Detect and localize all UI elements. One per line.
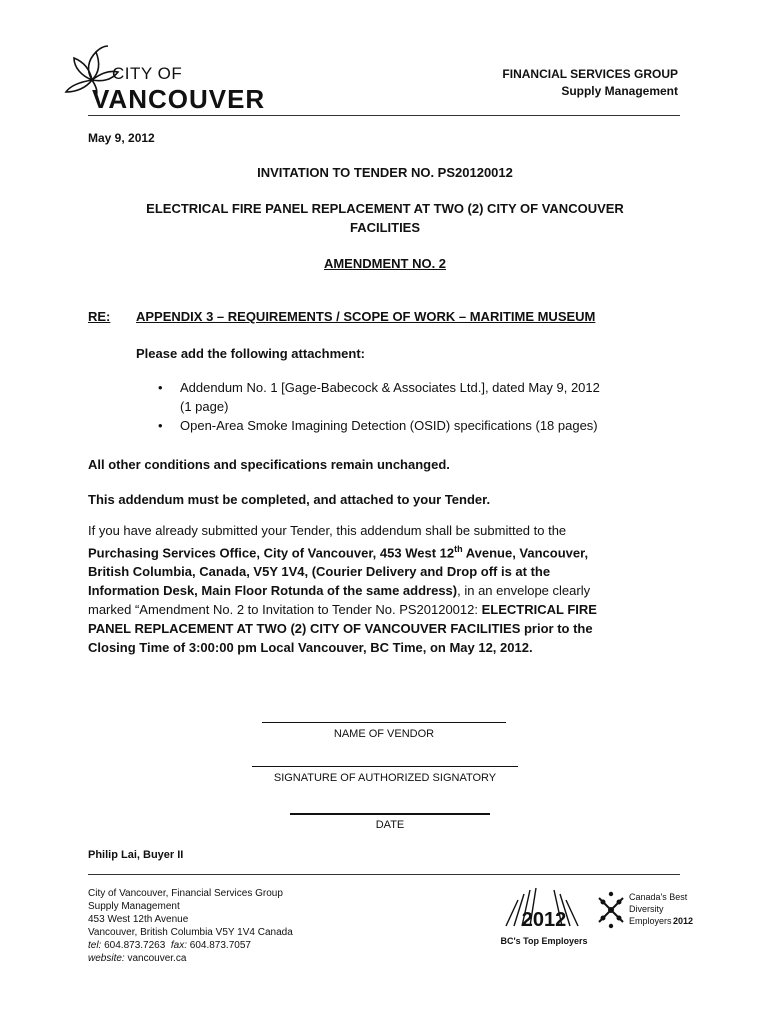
vendor-name-line[interactable] <box>262 722 506 723</box>
award-cdn-line3: Employers <box>629 916 672 926</box>
submission-line: British Columbia, Canada, V5Y 1V4, (Courier Delivery and Drop off is at the <box>88 564 551 580</box>
bullet-text: Addendum No. 1 [Gage-Babecock & Associates Ltd.], dated May 9, 2012 <box>180 380 600 395</box>
tender-title: INVITATION TO TENDER NO. PS20120012 <box>257 165 513 180</box>
footer-line: 453 West 12th Avenue <box>88 914 189 925</box>
list-item <box>158 416 678 435</box>
bullet-list <box>158 378 678 435</box>
submission-text: ELECTRICAL FIRE <box>481 602 597 618</box>
canadas-best-diversity-badge <box>595 880 705 956</box>
award-bc-top: BC's Top Employers <box>500 936 588 946</box>
bullet-text: Open-Area Smoke Imagining Detection (OSID) specifications (18 pages) <box>180 418 598 433</box>
department-block <box>502 66 678 100</box>
submission-paragraph <box>88 521 688 657</box>
department-line2: Supply Management <box>561 84 678 98</box>
project-title: ELECTRICAL FIRE PANEL REPLACEMENT AT TWO (2) CITY OF VANCOUVER FACILITIES <box>146 201 624 235</box>
bullet-icon: • <box>158 418 163 433</box>
submission-line: PANEL REPLACEMENT AT TWO (2) CITY OF VANCOUVER FACILITIES prior to the <box>88 621 593 637</box>
submission-text: marked “Amendment No. 2 to Invitation to Tender No. PS20120012: <box>88 602 482 618</box>
re-subject: APPENDIX 3 – REQUIREMENTS / SCOPE OF WORK – MARITIME MUSEUM <box>136 309 596 324</box>
award-cdn-line2: Diversity <box>629 904 664 914</box>
submission-line <box>88 581 688 600</box>
bc-top-employers-badge <box>498 882 590 954</box>
bullet-text-cont: (1 page) <box>180 399 229 414</box>
footer-address <box>88 887 293 965</box>
buyer-name: Philip Lai, Buyer II <box>88 849 184 861</box>
amendment-number: AMENDMENT NO. 2 <box>323 256 447 271</box>
submission-line: Closing Time of 3:00:00 pm Local Vancouver, BC Time, on May 12, 2012. <box>88 640 533 656</box>
award-cdn-line1: Canada's Best <box>629 892 688 902</box>
submission-line <box>88 600 688 619</box>
fax-label: fax: <box>170 940 187 951</box>
date-label: DATE <box>375 819 405 831</box>
attachment-intro: Please add the following attachment: <box>136 346 365 361</box>
submission-text: Purchasing Services Office, City of Vancouver, 453 West 12 <box>88 545 455 561</box>
web-link[interactable]: vancouver.ca <box>127 953 187 964</box>
award-year: 2012 <box>521 909 567 931</box>
re-label: RE: <box>88 309 111 324</box>
submission-line <box>88 540 688 562</box>
submission-sup: th <box>454 544 463 554</box>
signatory-line[interactable] <box>252 766 518 767</box>
header-rule <box>88 115 680 116</box>
date-line[interactable] <box>290 813 490 815</box>
bullet-icon: • <box>158 380 163 395</box>
document-date: May 9, 2012 <box>88 131 155 145</box>
must-complete-statement: This addendum must be completed, and attached to your Tender. <box>88 492 491 507</box>
web-label: website: <box>88 953 125 964</box>
footer-line: City of Vancouver, Financial Services Group <box>88 888 283 899</box>
submission-line: If you have already submitted your Tender, this addendum shall be submitted to the <box>88 523 567 538</box>
logo-city-of: CITY OF <box>112 64 183 83</box>
vendor-name-label: NAME OF VENDOR <box>333 728 435 740</box>
footer-line: Vancouver, British Columbia V5Y 1V4 Canada <box>88 927 293 938</box>
award-cdn-year: 2012 <box>673 916 694 926</box>
submission-text: , in an envelope clearly <box>457 583 591 599</box>
tel-label: tel: <box>88 940 102 951</box>
tel-number: 604.873.7263 <box>104 940 166 951</box>
footer-line: Supply Management <box>88 901 180 912</box>
footer-rule <box>88 874 680 875</box>
signatory-label: SIGNATURE OF AUTHORIZED SIGNATORY <box>273 772 497 784</box>
department-line1: FINANCIAL SERVICES GROUP <box>502 67 678 81</box>
list-item <box>158 378 678 416</box>
submission-text: Information Desk, Main Floor Rotunda of the same address) <box>88 583 458 599</box>
submission-text: Avenue, Vancouver, <box>462 545 589 561</box>
footer-line <box>88 939 293 952</box>
footer-line <box>88 952 293 965</box>
conditions-statement: All other conditions and specifications remain unchanged. <box>88 457 450 472</box>
logo-vancouver: VANCOUVER <box>92 84 266 114</box>
fax-number: 604.873.7057 <box>189 940 251 951</box>
